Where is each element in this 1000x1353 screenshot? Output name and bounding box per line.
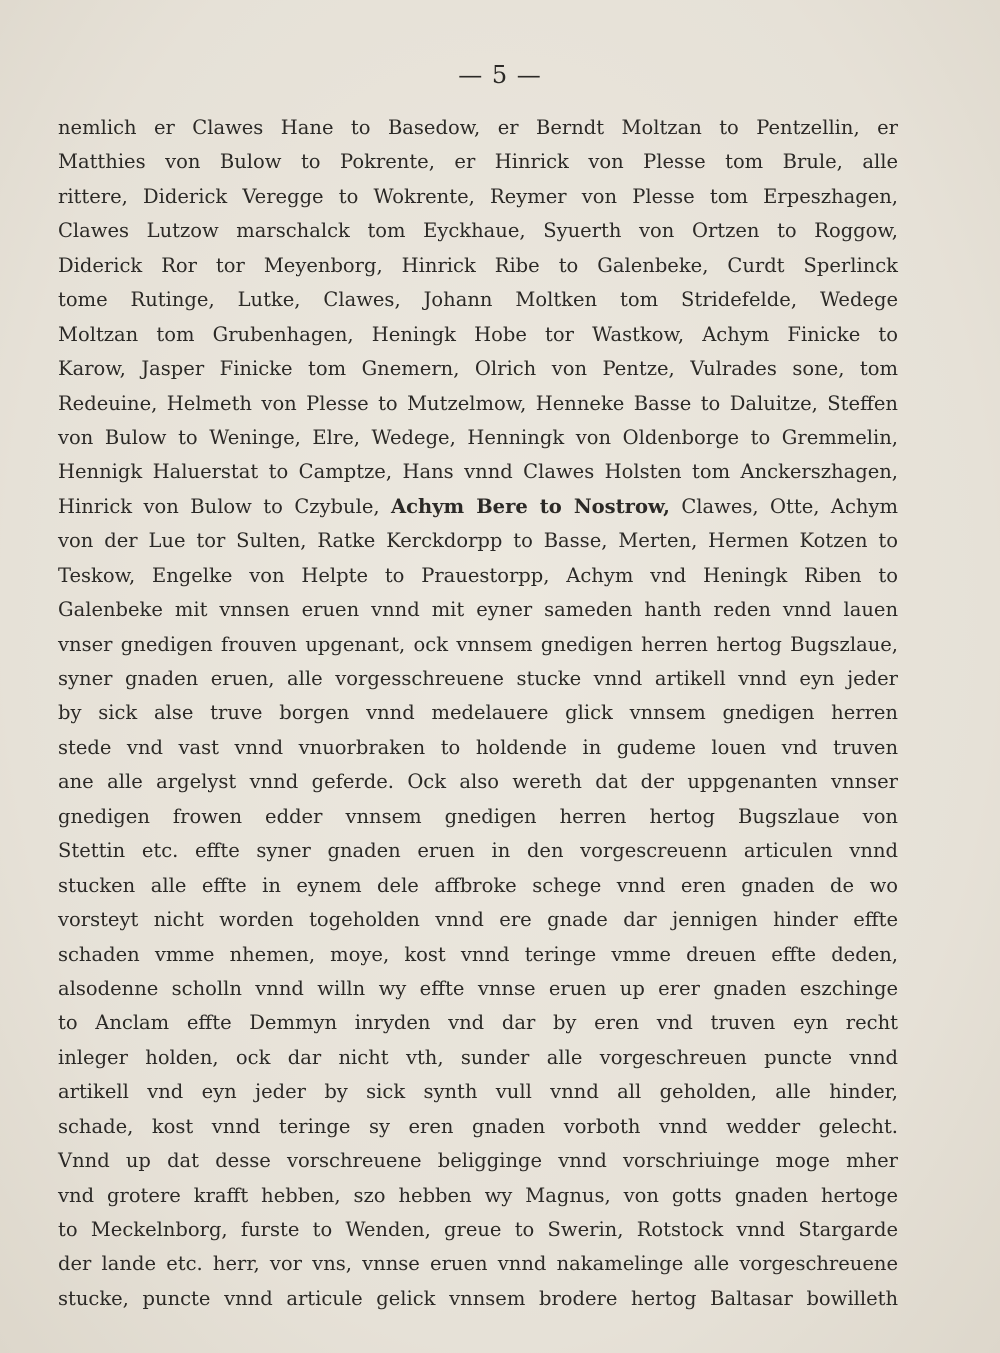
text-segment: rittere, Diderick Veregge to Wokrente, Reymer von Plesse tom Erpeszhagen, <box>58 184 898 208</box>
text-segment: Redeuine, Helmeth von Plesse to Mutzelmow, Henneke Basse to Daluitze, Steffen <box>58 391 898 415</box>
body-text <box>58 111 898 1316</box>
text-line <box>58 1282 898 1316</box>
text-segment: schade, kost vnnd teringe sy eren gnaden vorboth vnnd wedder gelecht. <box>58 1114 898 1138</box>
text-segment: Vnnd up dat desse vorschreuene beligginge vnnd vorschriuinge moge mher <box>58 1149 898 1173</box>
text-segment: by sick alse truve borgen vnnd medelauere glick vnnsem gnedigen herren <box>58 701 898 725</box>
text-line <box>58 180 898 214</box>
text-line <box>58 1247 898 1281</box>
text-segment: tome Rutinge, Lutke, Clawes, Johann Moltken tom Stridefelde, Wedege <box>58 288 898 312</box>
text-segment: Hinrick von Bulow to Czybule, <box>58 494 380 518</box>
text-line <box>58 662 898 696</box>
text-line <box>58 938 898 972</box>
text-segment: Teskow, Engelke von Helpte to Prauestorpp, Achym vnd Heningk Riben to <box>58 563 898 587</box>
text-line <box>58 1041 898 1075</box>
text-segment: alsodenne scholln vnnd willn wy effte vnnse eruen up erer gnaden eszchinge <box>58 976 898 1000</box>
text-line <box>58 834 898 868</box>
text-line <box>58 800 898 834</box>
text-line <box>58 490 898 524</box>
text-segment: Hennigk Haluerstat to Camptze, Hans vnnd Clawes Holsten tom Anckerszhagen, <box>58 460 898 484</box>
text-segment: ane alle argelyst vnnd geferde. Ock also wereth dat der uppgenanten vnnser <box>58 770 898 794</box>
text-line <box>58 696 898 730</box>
emphasized-name: Achym Bere to Nostrow, <box>391 494 670 518</box>
text-segment: von der Lue tor Sulten, Ratke Kerckdorpp to Basse, Merten, Hermen Kotzen to <box>58 529 898 553</box>
text-segment: von Bulow to Weninge, Elre, Wedege, Henningk von Oldenborge to Gremmelin, <box>58 425 898 449</box>
text-line <box>58 283 898 317</box>
text-line <box>58 628 898 662</box>
text-segment: syner gnaden eruen, alle vorgesschreuene stucke vnnd artikell vnnd eyn jeder <box>58 667 898 690</box>
text-line <box>58 559 898 593</box>
text-segment: vorsteyt nicht worden togeholden vnnd ere gnade dar jennigen hinder effte <box>58 908 898 932</box>
text-line <box>58 145 898 179</box>
text-line <box>58 593 898 627</box>
text-line <box>58 455 898 489</box>
text-segment: Clawes, Otte, Achym <box>681 494 898 518</box>
text-segment: Moltzan tom Grubenhagen, Heningk Hobe tor Wastkow, Achym Finicke to <box>58 322 898 346</box>
text-line <box>58 731 898 765</box>
text-line <box>58 1179 898 1213</box>
text-segment: Karow, Jasper Finicke tom Gnemern, Olrich von Pentze, Vulrades sone, tom <box>58 357 898 381</box>
text-segment: stucken alle effte in eynem dele affbroke schege vnnd eren gnaden de wo <box>58 873 898 897</box>
text-segment: inleger holden, ock dar nicht vth, sunder alle vorgeschreuen puncte vnnd <box>58 1045 898 1069</box>
text-segment: der lande etc. herr, vor vns, vnnse eruen vnnd nakamelinge alle vorgeschreuene <box>58 1252 898 1276</box>
text-segment: Galenbeke mit vnnsen eruen vnnd mit eyner sameden hanth reden vnnd lauen <box>58 598 898 622</box>
text-line <box>58 318 898 352</box>
text-segment: Matthies von Bulow to Pokrente, er Hinrick von Plesse tom Brule, alle <box>58 150 898 174</box>
text-line <box>58 1075 898 1109</box>
text-line <box>58 111 898 145</box>
text-segment: stucke, puncte vnnd articule gelick vnnsem brodere hertog Baltasar bowilleth <box>58 1286 898 1310</box>
text-segment: Clawes Lutzow marschalck tom Eyckhaue, Syuerth von Ortzen to Roggow, <box>58 219 898 243</box>
page-number: — 5 — <box>458 61 542 89</box>
text-line <box>58 421 898 455</box>
text-line <box>58 765 898 799</box>
text-line <box>58 1006 898 1040</box>
text-segment: gnedigen frowen edder vnnsem gnedigen herren hertog Bugszlaue von <box>58 804 898 828</box>
text-line <box>58 903 898 937</box>
text-segment: artikell vnd eyn jeder by sick synth vull vnnd all geholden, alle hinder, <box>58 1080 898 1104</box>
text-line <box>58 1213 898 1247</box>
text-line <box>58 1144 898 1178</box>
text-line <box>58 249 898 283</box>
text-segment: schaden vmme nhemen, moye, kost vnnd teringe vmme dreuen effte deden, <box>58 942 898 966</box>
text-line <box>58 972 898 1006</box>
text-segment: to Anclam effte Demmyn inryden vnd dar by eren vnd truven eyn recht <box>58 1011 898 1035</box>
text-line <box>58 387 898 421</box>
text-segment: stede vnd vast vnnd vnuorbraken to holdende in gudeme louen vnd truven <box>58 735 898 759</box>
text-line <box>58 1110 898 1144</box>
text-segment: Stettin etc. effte syner gnaden eruen in den vorgescreuenn articulen vnnd <box>58 839 898 863</box>
text-segment: vnser gnedigen frouven upgenant, ock vnnsem gnedigen herren hertog Bugszlaue, <box>58 632 898 656</box>
text-line <box>58 524 898 558</box>
text-segment: nemlich er Clawes Hane to Basedow, er Berndt Moltzan to Pentzellin, er <box>58 116 898 139</box>
text-segment: to Meckelnborg, furste to Wenden, greue to Swerin, Rotstock vnnd Stargarde <box>58 1218 898 1241</box>
text-segment: vnd grotere krafft hebben, szo hebben wy Magnus, von gotts gnaden hertoge <box>58 1183 898 1207</box>
text-line <box>58 352 898 386</box>
text-segment: Diderick Ror tor Meyenborg, Hinrick Ribe to Galenbeke, Curdt Sperlinck <box>58 253 898 277</box>
text-line <box>58 214 898 248</box>
text-line <box>58 869 898 903</box>
